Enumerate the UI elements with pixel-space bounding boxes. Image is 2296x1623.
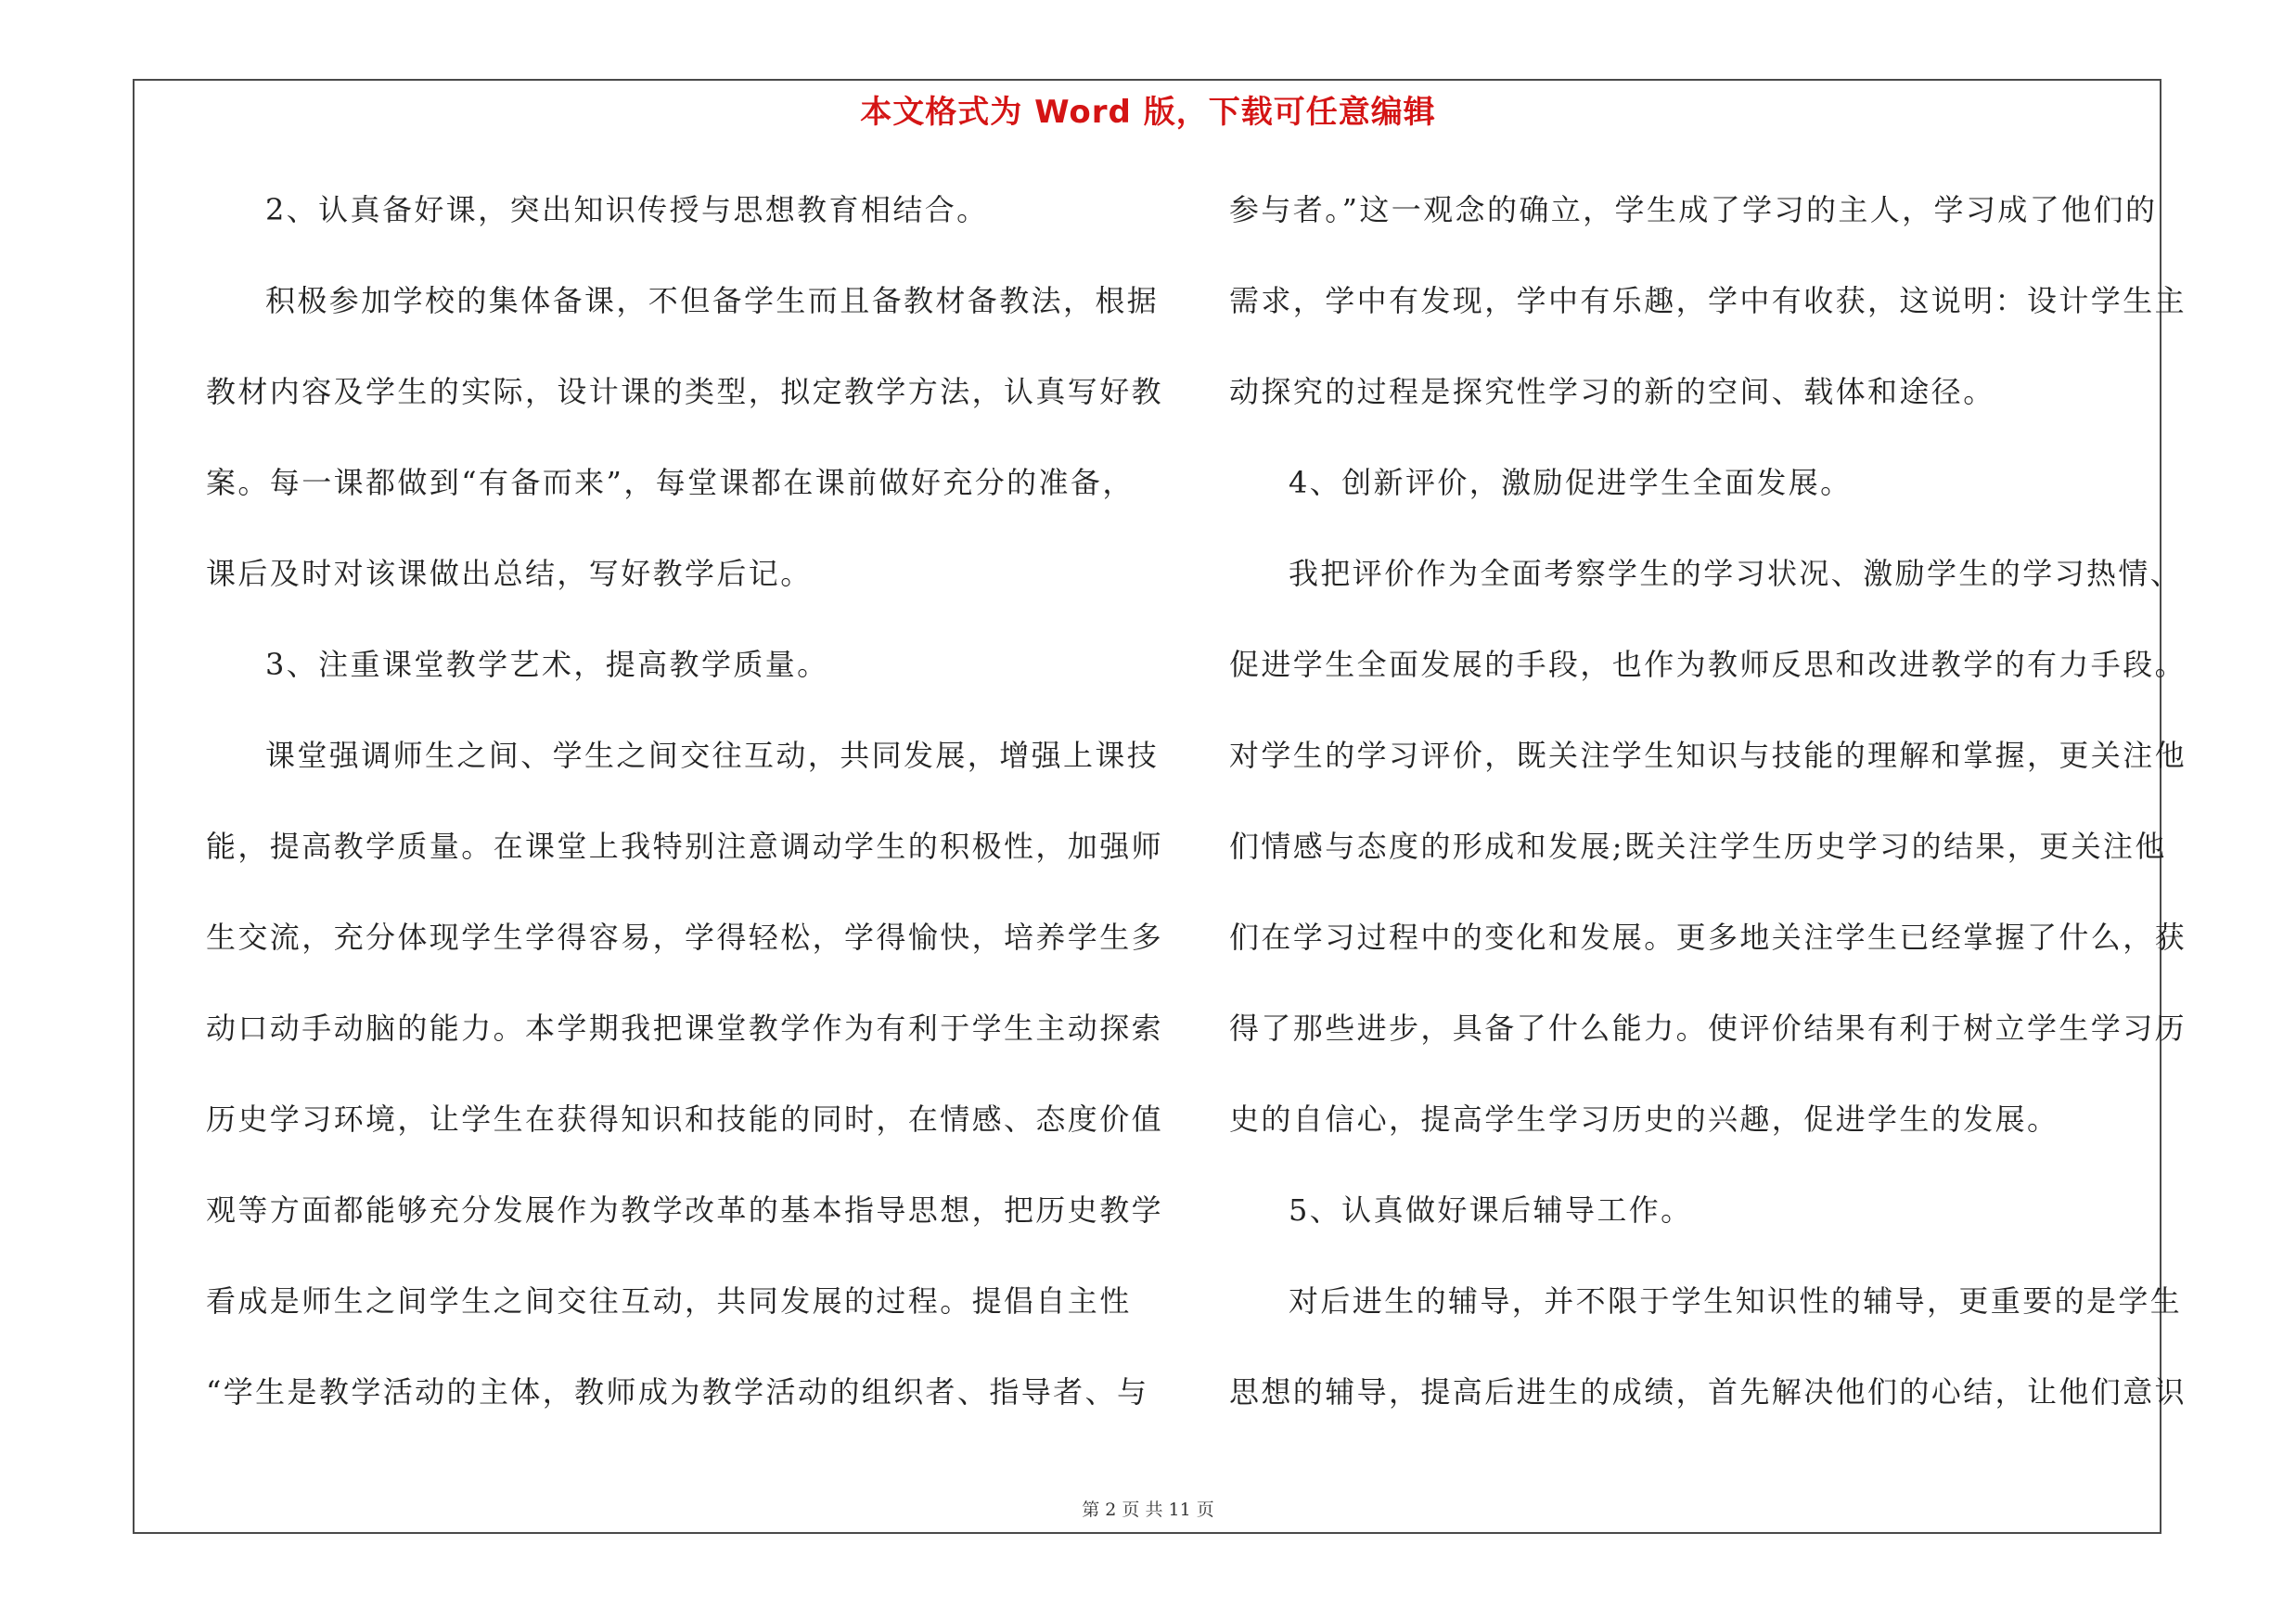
text-line: 2、认真备好课，突出知识传授与思想教育相结合。	[265, 192, 989, 227]
page-number: 第 2 页 共 11 页	[1082, 1500, 1214, 1520]
text-line: 我把评价作为全面考察学生的学习状况、激励学生的学习热情、	[1289, 556, 2183, 591]
text-line: 思想的辅导，提高后进生的成绩，首先解决他们的心结，让他们意识	[1229, 1374, 2187, 1410]
right-column	[1229, 183, 2187, 1456]
format-banner: 本文格式为 Word 版，下载可任意编辑	[860, 94, 1436, 131]
text-line: 4、创新评价，激励促进学生全面发展。	[1289, 465, 1853, 500]
text-line: 3、注重课堂教学艺术，提高教学质量。	[265, 647, 829, 682]
text-line: 历史学习环境，让学生在获得知识和技能的同时，在情感、态度价值	[206, 1101, 1164, 1137]
text-line: 史的自信心，提高学生学习历史的兴趣，促进学生的发展。	[1229, 1101, 2059, 1137]
text-line: 观等方面都能够充分发展作为教学改革的基本指导思想，把历史教学	[206, 1192, 1164, 1228]
text-line: 得了那些进步，具备了什么能力。使评价结果有利于树立学生学习历	[1229, 1011, 2187, 1046]
text-line: 对后进生的辅导，并不限于学生知识性的辅导，更重要的是学生	[1289, 1283, 2183, 1319]
text-line: 生交流，充分体现学生学得容易，学得轻松，学得愉快，培养学生多	[206, 920, 1164, 955]
text-line: 促进学生全面发展的手段，也作为教师反思和改进教学的有力手段。	[1229, 647, 2187, 682]
text-line: 看成是师生之间学生之间交往互动，共同发展的过程。提倡自主性	[206, 1283, 1132, 1319]
text-line: 们情感与态度的形成和发展;既关注学生历史学习的结果，更关注他	[1229, 829, 2167, 864]
text-line: 动探究的过程是探究性学习的新的空间、载体和途径。	[1229, 374, 1995, 409]
text-line: 课堂强调师生之间、学生之间交往互动，共同发展，增强上课技	[265, 738, 1160, 773]
text-line: 参与者。”这一观念的确立，学生成了学习的主人，学习成了他们的	[1229, 192, 2158, 227]
text-line: 积极参加学校的集体备课，不但备学生而且备教材备教法，根据	[265, 283, 1160, 318]
text-line: 案。每一课都做到“有备而来”，每堂课都在课前做好充分的准备，	[206, 465, 1135, 500]
text-line: 们在学习过程中的变化和发展。更多地关注学生已经掌握了什么，获	[1229, 920, 2187, 955]
text-line: “学生是教学活动的主体，教师成为教学活动的组织者、指导者、与	[206, 1374, 1149, 1410]
text-line: 对学生的学习评价，既关注学生知识与技能的理解和掌握，更关注他	[1229, 738, 2187, 773]
text-line: 5、认真做好课后辅导工作。	[1289, 1192, 1693, 1228]
text-line: 能，提高教学质量。在课堂上我特别注意调动学生的积极性，加强师	[206, 829, 1164, 864]
text-line: 课后及时对该课做出总结，写好教学后记。	[206, 556, 813, 591]
left-column	[206, 183, 1164, 1456]
text-line: 教材内容及学生的实际，设计课的类型，拟定教学方法，认真写好教	[206, 374, 1164, 409]
text-line: 需求，学中有发现，学中有乐趣，学中有收获，这说明：设计学生主	[1229, 283, 2187, 318]
text-line: 动口动手动脑的能力。本学期我把课堂教学作为有利于学生主动探索	[206, 1011, 1164, 1046]
